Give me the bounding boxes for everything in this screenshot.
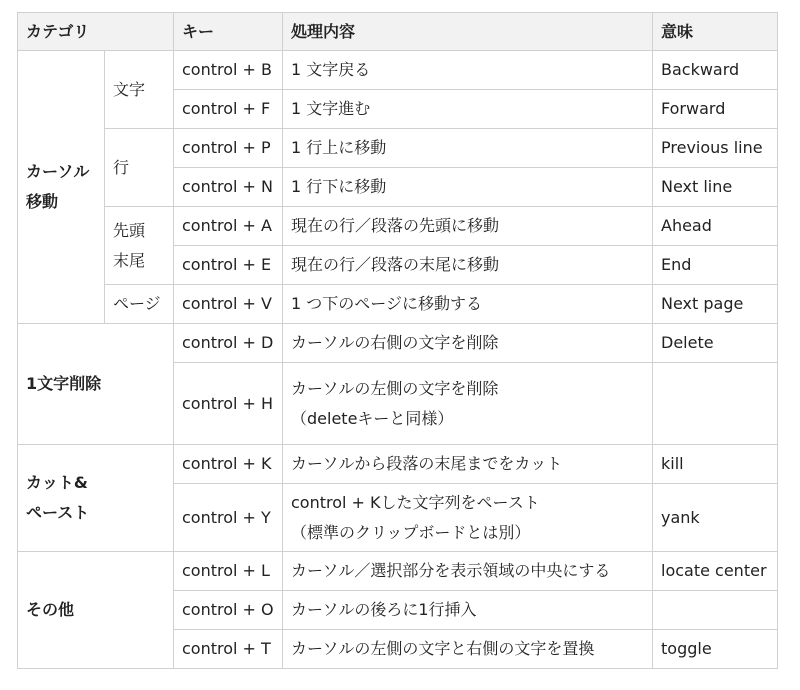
shortcut-table-container xyxy=(17,12,778,669)
meaning-cell: Delete xyxy=(653,324,778,363)
desc-cell: カーソルの左側の文字と右側の文字を置換 xyxy=(283,630,653,669)
key-cell: control + V xyxy=(174,285,283,324)
desc-cell: カーソル／選択部分を表示領域の中央にする xyxy=(283,552,653,591)
meaning-cell: Next line xyxy=(653,168,778,207)
sub-page: ページ xyxy=(105,285,174,324)
sub-tail: 末尾 xyxy=(113,250,146,270)
key-cell: control + N xyxy=(174,168,283,207)
meaning-cell: kill xyxy=(653,445,778,484)
group-cut-line1: カット& xyxy=(26,473,88,492)
desc-cell: 1 行下に移動 xyxy=(283,168,653,207)
key-cell: control + T xyxy=(174,630,283,669)
sub-char: 文字 xyxy=(105,51,174,129)
desc-cell: カーソルから段落の末尾までをカット xyxy=(283,445,653,484)
key-cell: control + D xyxy=(174,324,283,363)
meaning-cell xyxy=(653,591,778,630)
meaning-cell: Previous line xyxy=(653,129,778,168)
header-category: カテゴリ xyxy=(18,13,174,51)
table-row xyxy=(18,324,778,363)
desc-line2: （標準のクリップボードとは別） xyxy=(291,522,531,542)
key-cell: control + A xyxy=(174,207,283,246)
table-row xyxy=(18,285,778,324)
meaning-cell: Forward xyxy=(653,90,778,129)
key-cell: control + B xyxy=(174,51,283,90)
meaning-cell xyxy=(653,363,778,445)
header-process: 処理内容 xyxy=(283,13,653,51)
table-row xyxy=(18,207,778,246)
key-cell: control + P xyxy=(174,129,283,168)
group-cut-paste xyxy=(18,445,174,552)
group-cursor-move xyxy=(18,51,105,324)
desc-cell: カーソルの後ろに1行挿入 xyxy=(283,591,653,630)
table-row xyxy=(18,552,778,591)
header-key: キー xyxy=(174,13,283,51)
sub-head: 先頭 xyxy=(113,220,146,240)
header-meaning: 意味 xyxy=(653,13,778,51)
key-cell: control + H xyxy=(174,363,283,445)
key-cell: control + F xyxy=(174,90,283,129)
meaning-cell: Next page xyxy=(653,285,778,324)
desc-cell: 1 行上に移動 xyxy=(283,129,653,168)
table-row xyxy=(18,129,778,168)
group-delete: 1文字削除 xyxy=(18,324,174,445)
desc-cell: 1 つ下のページに移動する xyxy=(283,285,653,324)
shortcut-table xyxy=(17,12,778,669)
meaning-cell: End xyxy=(653,246,778,285)
meaning-cell: locate center xyxy=(653,552,778,591)
table-row xyxy=(18,445,778,484)
desc-line1: カーソルの左側の文字を削除 xyxy=(291,378,499,398)
sub-line: 行 xyxy=(105,129,174,207)
key-cell: control + E xyxy=(174,246,283,285)
table-row xyxy=(18,51,778,90)
desc-line2: （deleteキーと同様） xyxy=(291,408,454,428)
meaning-cell: Ahead xyxy=(653,207,778,246)
key-cell: control + O xyxy=(174,591,283,630)
group-cursor-line1: カーソル xyxy=(26,162,90,181)
desc-cell: 1 文字戻る xyxy=(283,51,653,90)
desc-cell: 現在の行／段落の末尾に移動 xyxy=(283,246,653,285)
meaning-cell: yank xyxy=(653,484,778,552)
group-cursor-line2: 移動 xyxy=(26,192,59,211)
group-other: その他 xyxy=(18,552,174,669)
group-cut-line2: ペースト xyxy=(26,503,90,522)
desc-line1: control + Kした文字列をペースト xyxy=(291,492,540,512)
desc-cell xyxy=(283,484,653,552)
desc-cell: 1 文字進む xyxy=(283,90,653,129)
meaning-cell: Backward xyxy=(653,51,778,90)
key-cell: control + Y xyxy=(174,484,283,552)
sub-head-tail xyxy=(105,207,174,285)
meaning-cell: toggle xyxy=(653,630,778,669)
desc-cell: カーソルの右側の文字を削除 xyxy=(283,324,653,363)
desc-cell: 現在の行／段落の先頭に移動 xyxy=(283,207,653,246)
key-cell: control + L xyxy=(174,552,283,591)
desc-cell xyxy=(283,363,653,445)
key-cell: control + K xyxy=(174,445,283,484)
header-row xyxy=(18,13,778,51)
